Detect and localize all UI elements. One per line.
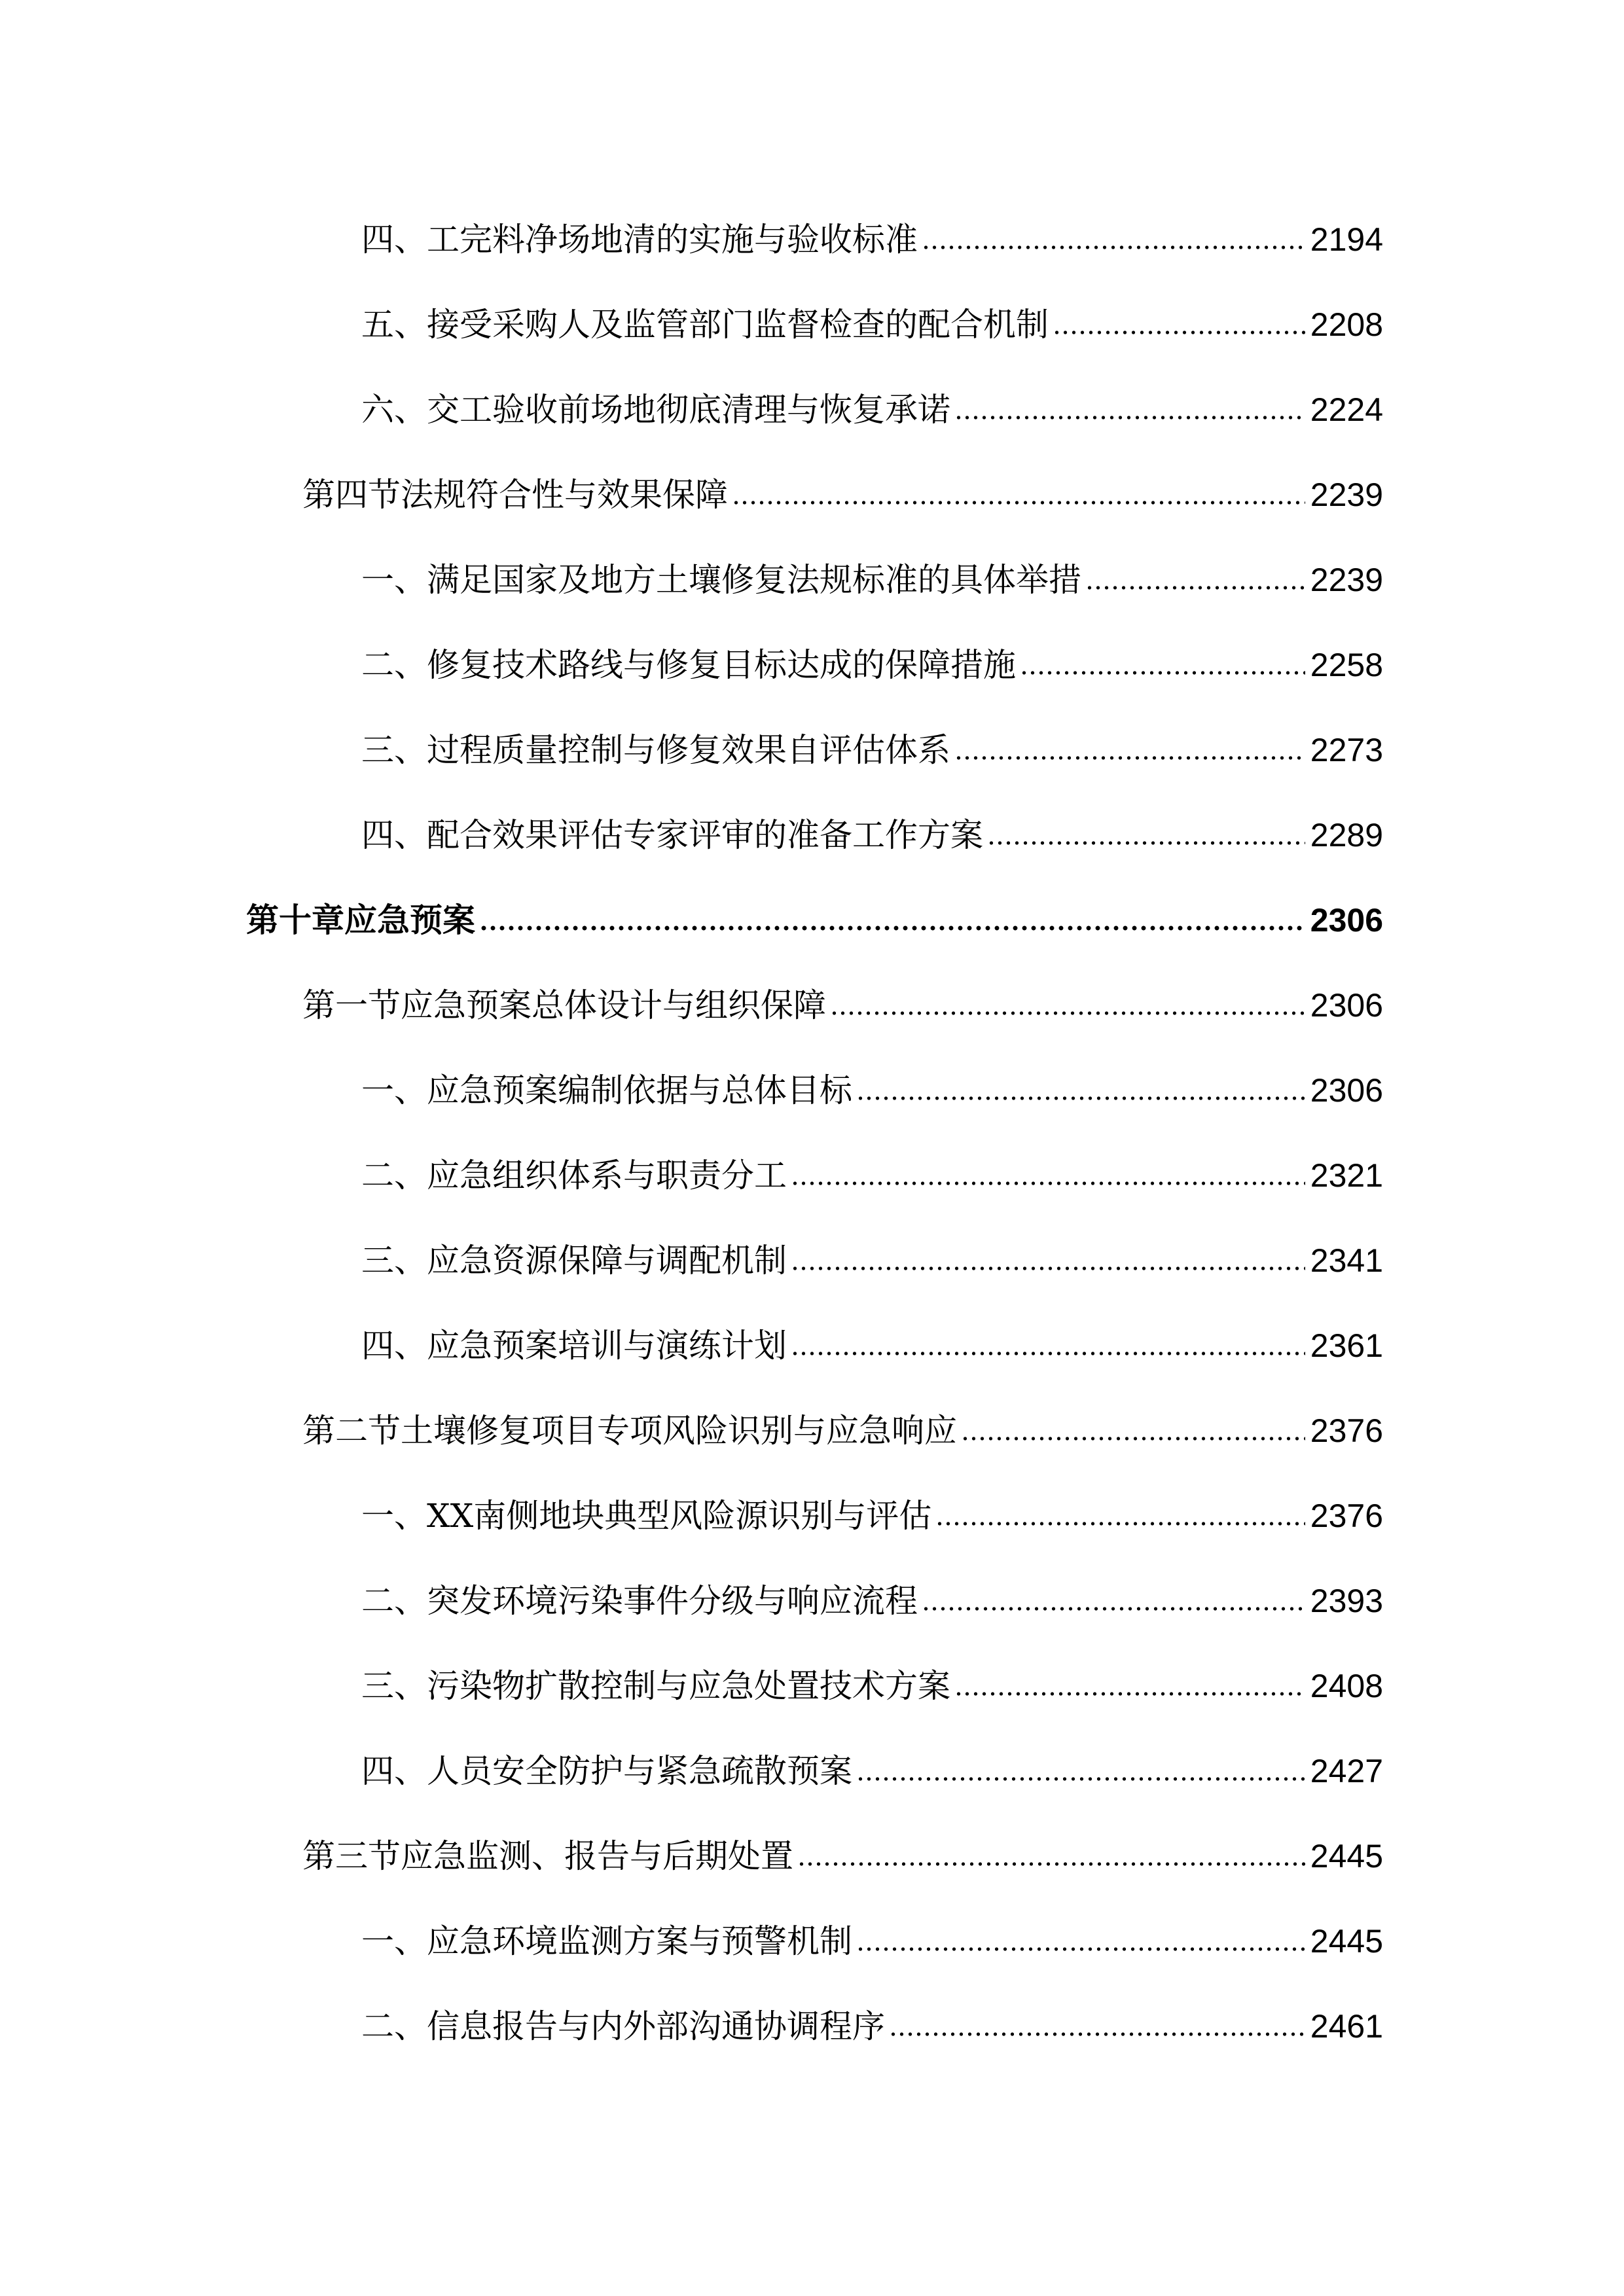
toc-entry-title: 四、应急预案培训与演练计划	[361, 1327, 787, 1365]
toc-dot-leader	[922, 245, 1305, 249]
toc-entry-title: 三、污染物扩散控制与应急处置技术方案	[361, 1667, 950, 1705]
toc-entry[interactable]	[361, 1319, 1383, 1372]
toc-entry-title: 第三节应急监测、报告与后期处置	[302, 1837, 793, 1875]
toc-entry-title: 二、应急组织体系与职责分工	[361, 1157, 787, 1194]
toc-dot-leader	[856, 1947, 1305, 1951]
toc-entry-title: 一、XX南侧地块典型风险源识别与评估	[361, 1497, 932, 1535]
toc-entry[interactable]	[302, 1830, 1383, 1882]
toc-dot-leader	[889, 2032, 1305, 2036]
toc-entry-title: 三、应急资源保障与调配机制	[361, 1242, 787, 1280]
toc-entry[interactable]	[361, 1575, 1383, 1627]
toc-entry[interactable]	[361, 1149, 1383, 1202]
toc-entry-title: 第一节应急预案总体设计与组织保障	[302, 986, 826, 1024]
toc-page-number: 2408	[1310, 1668, 1383, 1704]
toc-dot-leader	[954, 756, 1305, 760]
toc-entry-title: 六、交工验收前场地彻底清理与恢复承诺	[361, 391, 950, 429]
toc-entry[interactable]	[361, 1064, 1383, 1117]
toc-entry-title: 一、应急预案编制依据与总体目标	[361, 1071, 852, 1109]
toc-entry[interactable]	[302, 979, 1383, 1031]
toc-dot-leader	[479, 925, 1305, 931]
toc-dot-leader	[1020, 671, 1305, 675]
toc-entry[interactable]	[361, 554, 1383, 606]
toc-dot-leader	[1053, 331, 1305, 334]
toc-entry[interactable]	[302, 469, 1383, 521]
toc-entry[interactable]	[361, 1234, 1383, 1287]
toc-entry-title: 四、工完料净场地清的实施与验收标准	[361, 221, 918, 259]
toc-page-number: 2427	[1310, 1753, 1383, 1789]
toc-page-number: 2321	[1310, 1157, 1383, 1194]
toc-dot-leader	[987, 841, 1305, 845]
toc-entry[interactable]	[361, 1915, 1383, 1967]
toc-entry-title: 第四节法规符合性与效果保障	[302, 476, 728, 514]
toc-entry[interactable]	[361, 1490, 1383, 1542]
toc-entry-title: 第十章应急预案	[246, 901, 475, 939]
toc-entry[interactable]	[361, 809, 1383, 861]
toc-page-number: 2393	[1310, 1583, 1383, 1619]
toc-page-number: 2306	[1310, 902, 1383, 939]
toc-page-number: 2239	[1310, 562, 1383, 598]
toc-entry[interactable]	[361, 213, 1383, 266]
toc-entry-title: 三、过程质量控制与修复效果自评估体系	[361, 731, 950, 769]
toc-entry[interactable]	[361, 724, 1383, 776]
toc-dot-leader	[856, 1777, 1305, 1781]
toc-entry[interactable]	[361, 2000, 1383, 2053]
toc-page-number: 2376	[1310, 1412, 1383, 1449]
toc-dot-leader	[856, 1096, 1305, 1100]
toc-dot-leader	[732, 501, 1305, 505]
toc-page-number: 2306	[1310, 1072, 1383, 1109]
toc-entry[interactable]	[302, 1405, 1383, 1457]
toc-entry-title: 第二节土壤修复项目专项风险识别与应急响应	[302, 1412, 957, 1450]
toc-dot-leader	[954, 416, 1305, 420]
toc-dot-leader	[1085, 586, 1305, 590]
toc-entry-title: 五、接受采购人及监管部门监督检查的配合机制	[361, 306, 1049, 344]
toc-dot-leader	[791, 1266, 1305, 1270]
toc-dot-leader	[791, 1352, 1305, 1355]
toc-entry-chapter[interactable]	[246, 894, 1383, 946]
toc-entry[interactable]	[361, 1660, 1383, 1712]
toc-page-number: 2445	[1310, 1838, 1383, 1874]
toc-dot-leader	[954, 1692, 1305, 1696]
toc-dot-leader	[797, 1862, 1305, 1866]
toc-page-number: 2361	[1310, 1327, 1383, 1364]
toc-page-number: 2289	[1310, 817, 1383, 853]
toc-page-number: 2194	[1310, 221, 1383, 258]
toc-entry-title: 四、人员安全防护与紧急疏散预案	[361, 1752, 852, 1790]
toc-page-number: 2341	[1310, 1242, 1383, 1279]
toc-page-number: 2224	[1310, 391, 1383, 428]
toc-page-number: 2208	[1310, 306, 1383, 343]
toc-page-number: 2306	[1310, 987, 1383, 1024]
toc-entry[interactable]	[361, 1745, 1383, 1797]
toc-entry-title: 一、满足国家及地方土壤修复法规标准的具体举措	[361, 561, 1081, 599]
toc-entry[interactable]	[361, 639, 1383, 691]
toc-page-number: 2445	[1310, 1923, 1383, 1960]
toc-entry-title: 二、信息报告与内外部沟通协调程序	[361, 2007, 885, 2045]
toc-entry-title: 二、突发环境污染事件分级与响应流程	[361, 1582, 918, 1620]
toc-dot-leader	[922, 1607, 1305, 1611]
toc-dot-leader	[961, 1437, 1305, 1441]
toc-entry-title: 一、应急环境监测方案与预警机制	[361, 1922, 852, 1960]
toc-entry-title: 二、修复技术路线与修复目标达成的保障措施	[361, 646, 1016, 684]
toc-dot-leader	[830, 1011, 1305, 1015]
toc-entry[interactable]	[361, 384, 1383, 436]
toc-page-number: 2376	[1310, 1498, 1383, 1534]
toc-page-number: 2273	[1310, 732, 1383, 768]
toc-page-number: 2258	[1310, 647, 1383, 683]
toc-dot-leader	[935, 1522, 1305, 1526]
toc-dot-leader	[791, 1181, 1305, 1185]
toc-page-number: 2461	[1310, 2008, 1383, 2045]
toc-entry[interactable]	[361, 298, 1383, 351]
toc-entry-title: 四、配合效果评估专家评审的准备工作方案	[361, 816, 983, 854]
toc-page-number: 2239	[1310, 476, 1383, 513]
